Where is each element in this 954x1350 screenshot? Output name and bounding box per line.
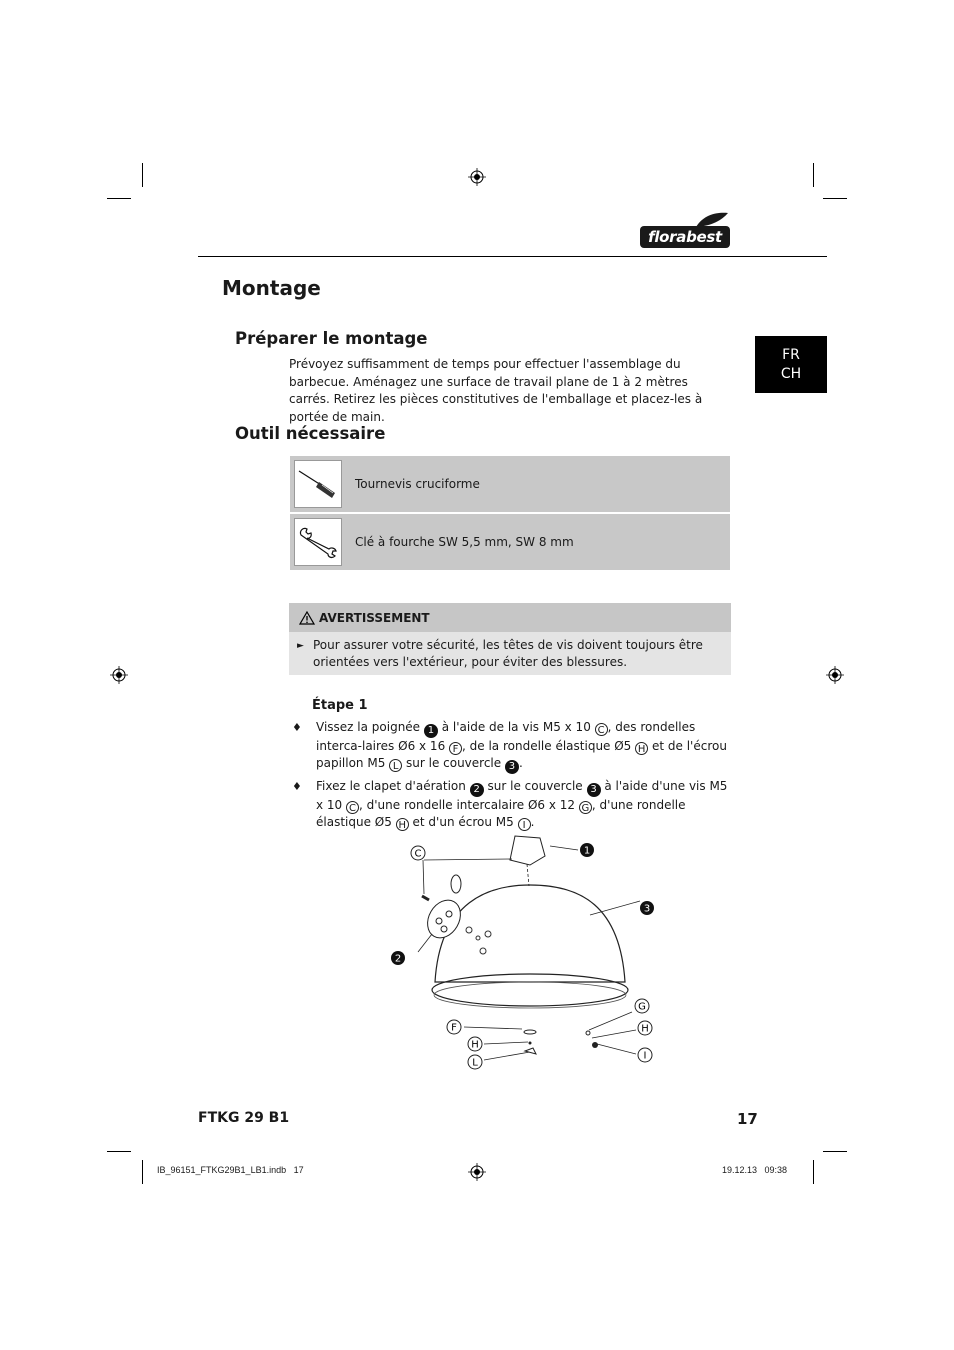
part-label-h: [468, 1037, 482, 1051]
crop-mark: [107, 1151, 131, 1152]
warning-header: [289, 603, 731, 632]
warning-triangle-icon: [299, 611, 315, 625]
diamond-bullet-icon: ♦: [292, 721, 302, 734]
language-tab: [755, 336, 827, 393]
part-label-1: [580, 843, 594, 857]
section-title-prepare: Préparer le montage: [235, 329, 428, 348]
screwdriver-icon: [294, 460, 342, 508]
part-label-l: [468, 1055, 482, 1069]
svg-text:F: F: [451, 1022, 457, 1034]
page-title: Montage: [222, 276, 321, 300]
tool-label: Tournevis cruciforme: [355, 477, 480, 491]
part-label-i: [638, 1048, 652, 1062]
registration-mark-icon: [468, 1163, 486, 1181]
warning-text: Pour assurer votre sécurité, les têtes de vis doivent toujours être orientées vers l'extérieur, pour éviter des blessures.: [313, 638, 703, 669]
print-slug-date: 19.12.13 09:38: [722, 1165, 788, 1175]
part-label-c: [411, 846, 425, 860]
svg-text:L: L: [472, 1057, 478, 1069]
step-instruction-2: Fixez le clapet d'aération 2 sur le couvercle 3 à l'aide d'une vis M5 x 10 C , d'une rondelle intercalaire Ø6 x 12 G , d'une rondelle élastique Ø5 H et d'un écrou M5 I .: [316, 779, 728, 831]
tool-label: Clé à fourche SW 5,5 mm, SW 8 mm: [355, 535, 574, 549]
arrow-right-icon: ►: [297, 641, 304, 651]
page-number: 17: [737, 1110, 758, 1128]
header-rule: [198, 256, 827, 257]
svg-text:I: I: [643, 1050, 647, 1062]
part-label-g: [635, 999, 649, 1013]
step-title: Étape 1: [312, 698, 368, 713]
crop-mark: [823, 1151, 847, 1152]
crop-mark: [813, 1160, 814, 1184]
assembly-diagram: [380, 830, 680, 1080]
tool-row: [290, 514, 730, 570]
crop-mark: [142, 1160, 143, 1184]
language-code-fr: FR: [782, 346, 800, 363]
warning-box: [289, 603, 731, 675]
crop-mark: [823, 198, 847, 199]
svg-text:2: 2: [394, 953, 402, 965]
svg-text:C: C: [414, 848, 422, 860]
registration-mark-icon: [468, 168, 486, 186]
tools-table: [290, 456, 730, 572]
prepare-paragraph: Prévoyez suffisamment de temps pour effectuer l'assemblage du barbecue. Aménagez une surface de travail plane de 1 à 2 mètres carrés. Retirez les pièces constitutives de l'emballage et placez-les à portée de main.: [289, 357, 703, 424]
step-instruction-1: Vissez la poignée 1 à l'aide de la vis M5 x 10 C , des rondelles interca-laires Ø6 x 16 F , de la rondelle élastique Ø5 H et de l'écrou papillon M5 L sur le couvercle 3 .: [316, 720, 727, 772]
brand-logo-text: florabest: [640, 226, 730, 248]
brand-logo: [640, 212, 732, 248]
svg-text:1: 1: [583, 845, 591, 857]
warning-body: [289, 632, 731, 671]
svg-text:G: G: [638, 1001, 646, 1013]
tool-row: [290, 456, 730, 512]
language-code-ch: CH: [780, 365, 802, 382]
crop-mark: [813, 163, 814, 187]
registration-mark-icon: [826, 666, 844, 684]
part-label-3: [640, 901, 654, 915]
wrench-icon: [294, 518, 342, 566]
section-title-tools: Outil nécessaire: [235, 424, 386, 443]
footer-model: FTKG 29 B1: [198, 1110, 290, 1126]
svg-text:3: 3: [643, 903, 651, 915]
part-label-2: [391, 951, 405, 965]
crop-mark: [142, 163, 143, 187]
svg-text:H: H: [471, 1039, 479, 1051]
registration-mark-icon: [110, 666, 128, 684]
crop-mark: [107, 198, 131, 199]
diamond-bullet-icon: ♦: [292, 780, 302, 793]
part-label-h: [638, 1021, 652, 1035]
warning-title: AVERTISSEMENT: [319, 610, 430, 625]
print-slug-file: IB_96151_FTKG29B1_LB1.indb 17: [157, 1165, 304, 1175]
svg-text:H: H: [641, 1023, 649, 1035]
part-label-f: [447, 1020, 461, 1034]
